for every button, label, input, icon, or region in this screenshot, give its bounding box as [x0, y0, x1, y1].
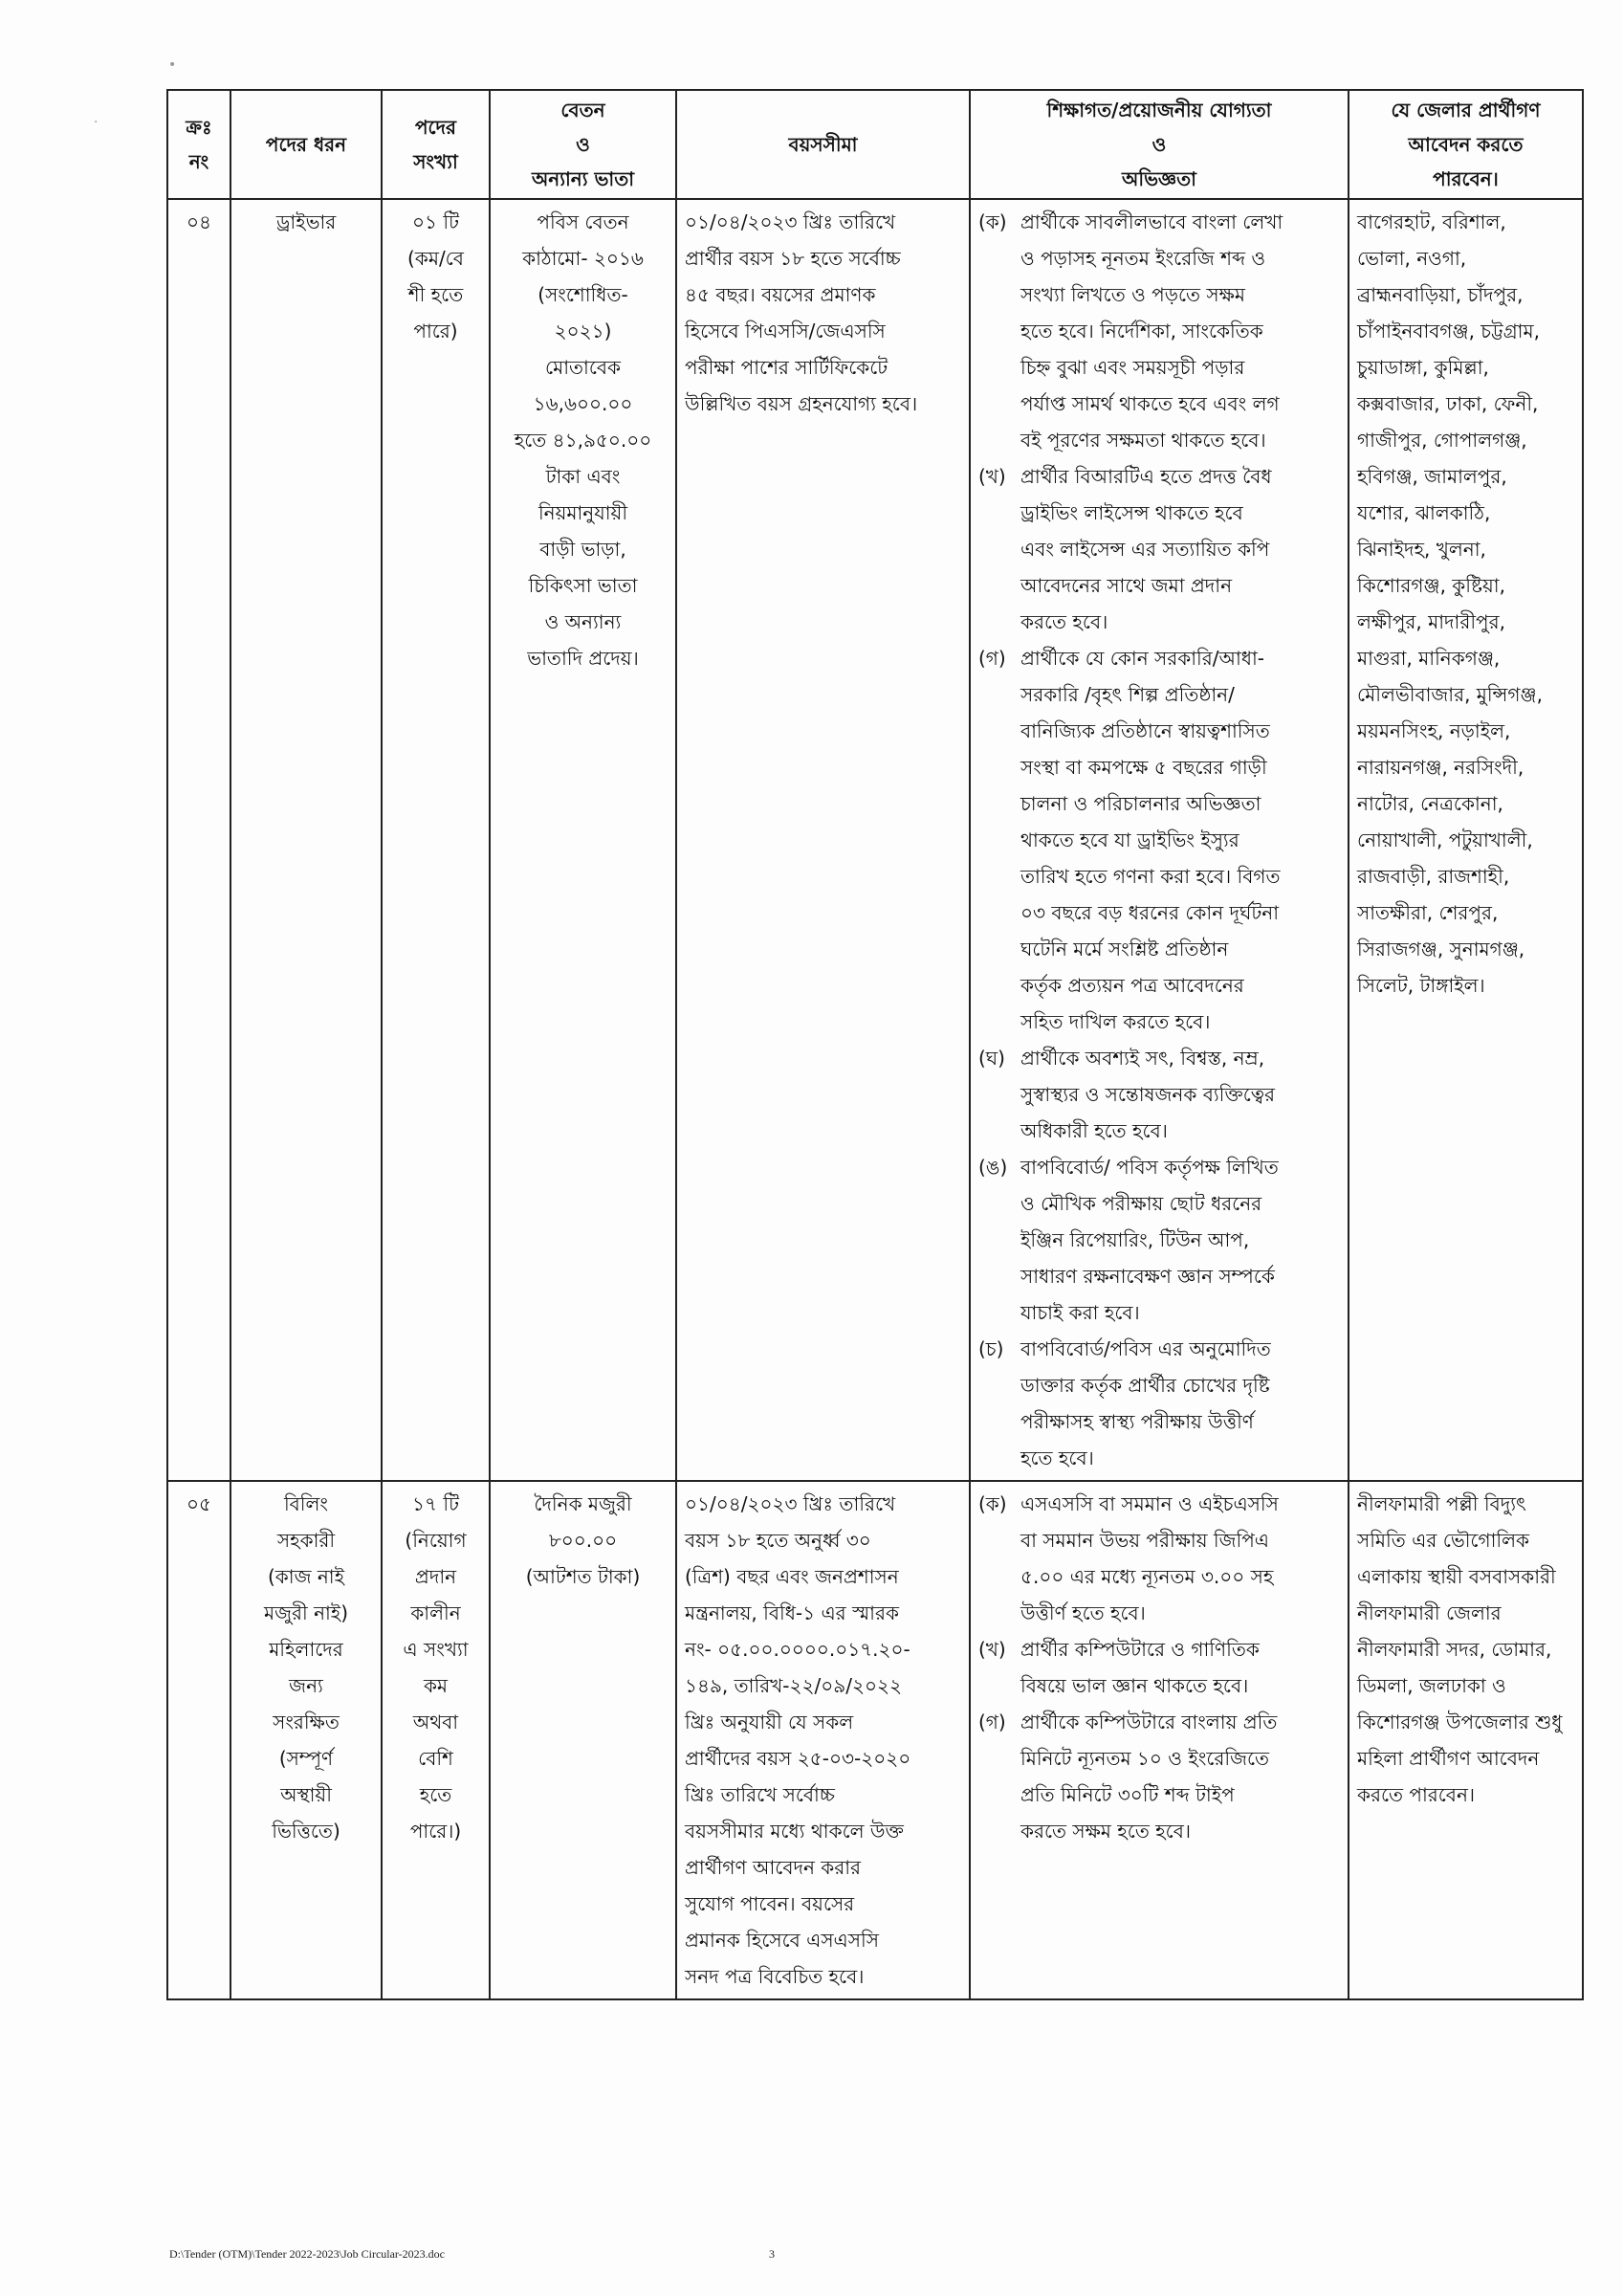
serial-cell: ০৪	[167, 199, 230, 1481]
footer-page-number: 3	[769, 2247, 775, 2261]
qualification-item: (খ) প্রার্থীর বিআরটিএ হতে প্রদত্ত বৈধ ড্রাইভিং লাইসেন্স থাকতে হবে এবং লাইসেন্স এর সত্যায়িত কপি আবেদনের সাথে জমা প্রদান করতে হবে।	[978, 465, 1272, 633]
header-salary: বেতন ও অন্যান্য ভাতা	[490, 90, 676, 199]
districts-cell: বাগেরহাট, বরিশাল, ভোলা, নওগা, ব্রাহ্মনবাড়িয়া, চাঁদপুর, চাঁপাইনবাবগঞ্জ, চট্টগ্রাম, চুয়াডাঙ্গা, কুমিল্লা, কক্সবাজার, ঢাকা, ফেনী, গাজীপুর, গোপালগঞ্জ, হবিগঞ্জ, জামালপুর, যশোর, ঝালকাঠি, ঝিনাইদহ, খুলনা, কিশোরগঞ্জ, কুষ্টিয়া, লক্ষীপুর, মাদারীপুর, মাগুরা, মানিকগঞ্জ, মৌলভীবাজার, মুন্সিগঞ্জ, ময়মনসিংহ, নড়াইল, নারায়নগঞ্জ, নরসিংদী, নাটোর, নেত্রকোনা, নোয়াখালী, পটুয়াখালী, রাজবাড়ী, রাজশাহী, সাতক্ষীরা, শেরপুর, সিরাজগঞ্জ, সুনামগঞ্জ, সিলেট, টাঙ্গাইল।	[1349, 199, 1583, 1481]
qualification-item: (ঙ) বাপবিবোর্ড/ পবিস কর্তৃপক্ষ লিখিত ও মৌখিক পরীক্ষায় ছোট ধরনের ইঞ্জিন রিপেয়ারিং, টিউন আপ, সাধারণ রক্ষনাবেক্ষণ জ্ঞান সম্পর্কে যাচাই করা হবে।	[978, 1156, 1279, 1324]
salary-cell: দৈনিক মজুরী ৮০০.০০ (আটশত টাকা)	[490, 1481, 676, 1999]
salary-cell: পবিস বেতন কাঠামো- ২০১৬ (সংশোধিত- ২০২১) মোতাবেক ১৬,৬০০.০০ হতে ৪১,৯৫০.০০ টাকা এবং নিয়মানুযায়ী বাড়ী ভাড়া, চিকিৎসা ভাতা ও অন্যান্য ভাতাদি প্রদেয়।	[490, 199, 676, 1481]
qualification-item: (ক) প্রার্থীকে সাবলীলভাবে বাংলা লেখা ও পড়াসহ নূনতম ইংরেজি শব্দ ও সংখ্যা লিখতে ও পড়তে সক্ষম হতে হবে। নির্দেশিকা, সাংকেতিক চিহ্ন বুঝা এবং সময়সূচী পড়ার পর্যাপ্ত সামর্থ থাকতে হবে এবং লগ বই পূরণের সক্ষমতা থাকতে হবে।	[978, 210, 1283, 452]
scan-speck: •	[168, 57, 177, 73]
count-cell: ১৭ টি (নিয়োগ প্রদান কালীন এ সংখ্যা কম অথবা বেশি হতে পারে।)	[382, 1481, 490, 1999]
qualification-item: (খ) প্রার্থীর কম্পিউটারে ও গাণিতিক বিষয়ে ভাল জ্ঞান থাকতে হবে।	[978, 1638, 1260, 1697]
scan-speck: ·	[94, 115, 99, 130]
job-circular-table	[166, 89, 1584, 2000]
districts-cell: নীলফামারী পল্লী বিদ্যুৎ সমিতি এর ভৌগোলিক এলাকায় স্থায়ী বসবাসকারী নীলফামারী জেলার নীলফামারী সদর, ডোমার, ডিমলা, জলঢাকা ও কিশোরগঞ্জ উপজেলার শুধু মহিলা প্রার্থীগণ আবেদন করতে পারবেন।	[1349, 1481, 1583, 1999]
header-count: পদের সংখ্যা	[382, 90, 490, 199]
qualification-item: (গ) প্রার্থীকে যে কোন সরকারি/আধা- সরকারি /বৃহৎ শিল্প প্রতিষ্ঠান/ বানিজ্যিক প্রতিষ্ঠানে স্বায়ত্বশাসিত সংস্থা বা কমপক্ষে ৫ বছরের গাড়ী চালনা ও পরিচালনার অভিজ্ঞতা থাকতে হবে যা ড্রাইভিং ইস্যুর তারিখ হতে গণনা করা হবে। বিগত ০৩ বছরে বড় ধরনের কোন দূর্ঘটনা ঘটেনি মর্মে সংশ্লিষ্ট প্রতিষ্ঠান কর্তৃক প্রত্যয়ন পত্র আবেদনের সহিত দাখিল করতে হবে।	[978, 647, 1281, 1033]
qualification-item: (ঘ) প্রার্থীকে অবশ্যই সৎ, বিশ্বস্ত, নম্র, সুস্বাস্থ্যর ও সন্তোষজনক ব্যক্তিত্বের অধিকারী হতে হবে।	[978, 1047, 1276, 1142]
header-districts: যে জেলার প্রার্থীগণ আবেদন করতে পারবেন।	[1349, 90, 1583, 199]
header-age: বয়সসীমা	[676, 90, 970, 199]
table-row	[167, 199, 1583, 1481]
footer-file-path: D:\Tender (OTM)\Tender 2022-2023\Job Circular-2023.doc	[169, 2247, 446, 2261]
age-cell: ০১/০৪/২০২৩ খ্রিঃ তারিখে বয়স ১৮ হতে অনুর্ধ্ব ৩০ (ত্রিশ) বছর এবং জনপ্রশাসন মন্ত্রনালয়, বিধি-১ এর স্মারক নং- ০৫.০০.০০০০.০১৭.২০- ১৪৯, তারিখ-২২/০৯/২০২২ খ্রিঃ অনুযায়ী যে সকল প্রার্থীদের বয়স ২৫-০৩-২০২০ খ্রিঃ তারিখে সর্বোচ্চ বয়সসীমার মধ্যে থাকলে উক্ত প্রার্থীগণ আবেদন করার সুযোগ পাবেন। বয়সের প্রমানক হিসেবে এসএসসি সনদ পত্র বিবেচিত হবে।	[676, 1481, 970, 1999]
qualification-cell	[970, 199, 1349, 1481]
serial-cell: ০৫	[167, 1481, 230, 1999]
qualification-cell	[970, 1481, 1349, 1999]
qualification-item: (চ) বাপবিবোর্ড/পবিস এর অনুমোদিত ডাক্তার কর্তৃক প্রার্থীর চোখের দৃষ্টি পরীক্ষাসহ স্বাস্থ্য পরীক্ষায় উত্তীর্ণ হতে হবে।	[978, 1337, 1271, 1469]
header-serial: ক্রঃ নং	[167, 90, 230, 199]
qualification-item: (ক) এসএসসি বা সমমান ও এইচএসসি বা সমমান উভয় পরীক্ষায় জিপিএ ৫.০০ এর মধ্যে ন্যূনতম ৩.০০ সহ উত্তীর্ণ হতে হবে।	[978, 1492, 1279, 1624]
header-row	[167, 90, 1583, 199]
post-cell: বিলিং সহকারী (কাজ নাই মজুরী নাই) মহিলাদের জন্য সংরক্ষিত (সম্পূর্ণ অস্থায়ী ভিত্তিতে)	[230, 1481, 382, 1999]
header-qualification: শিক্ষাগত/প্রয়োজনীয় যোগ্যতা ও অভিজ্ঞতা	[970, 90, 1349, 199]
qualification-item: (গ) প্রার্থীকে কম্পিউটারে বাংলায় প্রতি মিনিটে ন্যূনতম ১০ ও ইংরেজিতে প্রতি মিনিটে ৩০টি শব্দ টাইপ করতে সক্ষম হতে হবে।	[978, 1711, 1278, 1843]
count-cell: ০১ টি (কম/বে শী হতে পারে)	[382, 199, 490, 1481]
post-cell: ড্রাইভার	[230, 199, 382, 1481]
table-row	[167, 1481, 1583, 1999]
age-cell: ০১/০৪/২০২৩ খ্রিঃ তারিখে প্রার্থীর বয়স ১৮ হতে সর্বোচ্চ ৪৫ বছর। বয়সের প্রমাণক হিসেবে পিএসসি/জেএসসি পরীক্ষা পাশের সার্টিফিকেটে উল্লিখিত বয়স গ্রহনযোগ্য হবে।	[676, 199, 970, 1481]
header-post: পদের ধরন	[230, 90, 382, 199]
